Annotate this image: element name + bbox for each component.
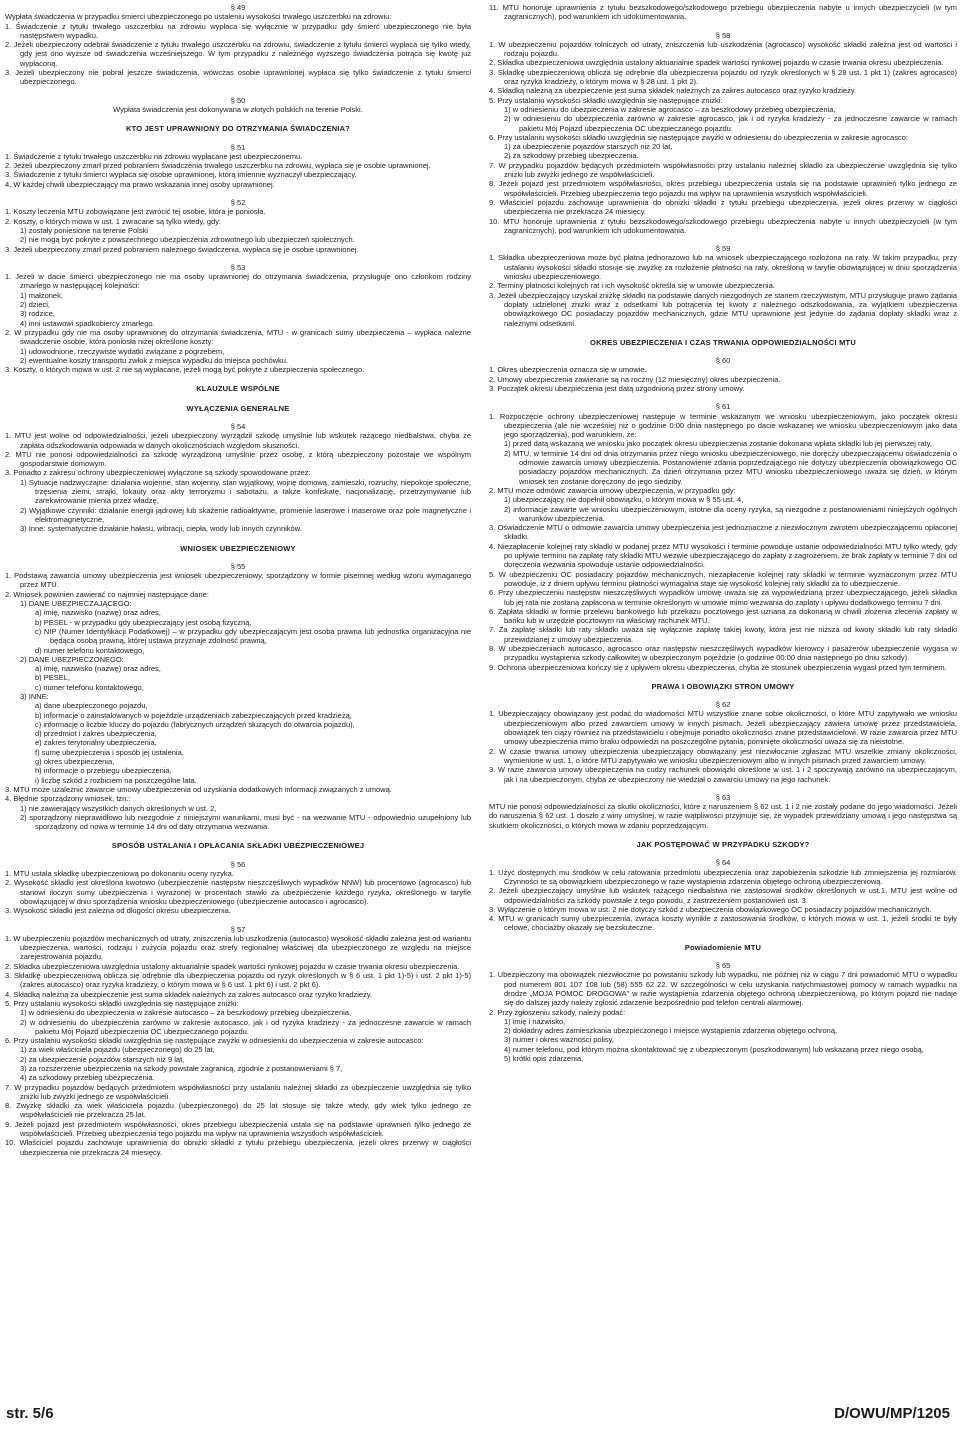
- section-heading: WNIOSEK UBEZPIECZENIOWY: [180, 543, 296, 553]
- sub-list-item: 2) w odniesieniu do ubezpieczenia zarówno w zakresie agrocasco, jak i od ryzyka kradzieży - za jednoczesne zawarcie w ramach pakietu Mój Pojazd ubezpieczenia OC ubezpieczanego pojazdu.: [504, 114, 957, 133]
- sub-list-item: 2) DANE UBEZPIECZONEGO:: [20, 654, 124, 664]
- list-item: 1. Ubezpieczający obowiązany jest podać do wiadomości MTU wszystkie znane sobie okoliczności, o które MTU zapytywało we wniosku ubezpieczeniowym albo przed zawarciem umowy w innych pismach. Jeżeli ubezpieczający zawiera umowę przez przedstawiciela, obowiązek ten ciąży również na przedstawicielu i obejmuje ponadto okoliczności znane przedstawicielowi. W razie zawarcia przez MTU umowy ubezpieczenia mimo braku odpowiedzi na poszczególne pytania, pominięte okoliczności uważa się za nieistotne.: [489, 709, 957, 747]
- paragraph: Wypłata świadczenia w przypadku śmierci ubezpieczonego po ustaleniu wysokości trwałego uszczerbku na zdrowiu:: [5, 12, 392, 22]
- sub-list-item: d) numer telefonu kontaktowego,: [35, 645, 145, 655]
- list-item: 1. Świadczenie z tytułu trwałego uszczerbku na zdrowiu wypłaca się wyłącznie w przypadku gdy śmierć ubezpieczonego nie była następstwem wypadku.: [5, 21, 471, 40]
- section-number: § 53: [230, 262, 246, 272]
- sub-list-item: c) informację o liczbie kluczy do pojazdu (fabrycznych urządzeń służących do otwarcia pojazdu),: [35, 719, 355, 729]
- sub-list-item: 3) numer i okres ważności polisy,: [504, 1035, 614, 1045]
- list-item: 9. Jeżeli pojazd jest przedmiotem współwłasności, okres przebiegu ubezpieczenia ustala się na podstawie uprawnień tylko jednego ze współwłaścicieli. Przebieg ubezpieczenia tego pojazdu ma wpływ na uprawnienia wszystkich współwłaścicieli.: [5, 1119, 471, 1139]
- sub-list-item: c) numer telefonu kontaktowego,: [35, 682, 144, 692]
- section-heading: WYŁĄCZENIA GENERALNE: [186, 403, 290, 413]
- section-heading: PRAWA I OBOWIĄZKI STRON UMOWY: [651, 681, 795, 691]
- list-item: 1. Koszty leczenia MTU zobowiązane jest zwrócić tej osobie, która je poniosła.: [5, 207, 266, 217]
- sub-list-item: g) okres ubezpieczenia,: [35, 757, 115, 767]
- section-number: § 50: [230, 95, 246, 105]
- list-item: 2. Umowy ubezpieczenia zawierane są na roczny (12 miesięczny) okres ubezpieczenia.: [489, 374, 781, 384]
- sub-list-item: 1) DANE UBEZPIECZAJĄCEGO:: [20, 599, 132, 609]
- list-item: 2. Składka ubezpieczeniowa uwzględnia ustalony aktuarialnie spadek wartości rynkowej pojazdu w czasie trwania okresu ubezpieczenia.: [489, 58, 944, 68]
- sub-list-item: i) liczbę szkód z rozbiciem na poszczególne lata.: [35, 775, 197, 785]
- list-item: 2. Przy zgłoszeniu szkody, należy podać:: [489, 1007, 626, 1017]
- section-number: § 57: [230, 924, 246, 934]
- sub-list-item: 1) nie zawierający wszystkich danych określonych w ust. 2,: [20, 803, 217, 813]
- list-item: 3. W razie zawarcia umowy ubezpieczenia na cudzy rachunek obowiązki określone w ust. 1 i 2 spoczywają zarówno na ubezpieczającym, jak i na ubezpieczonym, chyba że ubezpieczony nie wiedział o zawarciu umowy na jego rachunek.: [489, 765, 957, 784]
- list-item: 3. Wyłączenie o którym mowa w ust. 2 nie dotyczy szkód z ubezpieczenia obowiązkowego OC posiadaczy pojazdów mechanicznych.: [489, 904, 932, 914]
- sub-list-item: e) zakres terytorialny ubezpieczenia,: [35, 738, 157, 748]
- list-item: 3. Koszty, o których mowa w ust. 2 nie są wypłacane, jeżeli mogą być pokryte z ubezpieczenia społecznego.: [5, 365, 365, 375]
- list-item: 4. Składką należną za ubezpieczenie jest suma składek należnych za zakres autocasco oraz ryzyko kradzieży.: [489, 86, 857, 96]
- list-item: 1. W ubezpieczeniu pojazdów mechanicznych od utraty, zniszczenia lub uszkodzenia (autocasco) wysokość składki zależna jest od wariantu ubezpieczenia, wartości, rodzaju i zużycia pojazdu oraz strefy regionalnej właściwej dla ubezpieczonego ze względu na miejsce zarejestrowania pojazdu.: [5, 933, 471, 962]
- list-item: 3. Składkę ubezpieczeniową oblicza się odrębnie dla ubezpieczenia pojazdu od ryzyk określonych w § 6 ust. 1 pkt 1)-5) i ust. 2 pkt 1)-5) (zakres autocasco) oraz ryzyka kradzieży, o którym mowa w § 6 ust. 1 pkt 6) i ust. 2 pkt 6).: [5, 971, 471, 990]
- list-item: 1. Podstawą zawarcia umowy ubezpieczenia jest wniosek ubezpieczeniowy, sporządzony w formie pisemnej według wzoru wymaganego przez MTU.: [5, 571, 471, 590]
- list-item: 4. Błędnie sporządzony wniosek, tzn.:: [5, 794, 131, 804]
- list-item: 1. MTU ustala składkę ubezpieczeniową po dokonaniu oceny ryzyka.: [5, 869, 234, 879]
- sub-list-item: c) NIP (Numer Identyfikacji Podatkowej) – w przypadku gdy ubezpieczającym jest osoba prawna lub jednostka organizacyjna nie będąca osobą prawną, której ustawa przyznaje zdolność prawną,: [35, 626, 471, 646]
- list-item: 4. Niezapłacenie kolejnej raty składki w podanej przez MTU wysokości i terminie powoduje ustanie odpowiedzialności MTU tylko wtedy, gdy po upływie terminu na zapłatę raty składki MTU wezwie ubezpieczającego do zapłaty z zagrożeniem, że brak zapłaty w terminie 7 dni od doręczenia wezwania spowoduje ustanie odpowiedzialności.: [489, 541, 957, 570]
- list-item: 3. Świadczenie z tytułu śmierci wypłaca się osobie uprawnionej, którą imiennie wyznaczył ubezpieczający.: [5, 170, 357, 180]
- list-item: 6. Przy ubezpieczeniu następstw nieszczęśliwych wypadków umowę uważa się za wypowiedzianą przez ubezpieczającego, jeżeli składka lub jej rata nie zostaną zapłacona w terminie określonym w umowie mimo wezwania do zapłaty i upływu dodatkowego terminu 7 dni.: [489, 588, 957, 607]
- sub-list-item: 1) małżonek,: [20, 290, 63, 300]
- sub-list-item: 2) nie mogą być pokryte z powszechnego ubezpieczenia zdrowotnego lub ubezpieczeń społecznych.: [20, 235, 355, 245]
- list-item: 4. W każdej chwili ubezpieczający ma prawo wskazania innej osoby uprawnionej.: [5, 179, 275, 189]
- page-number: str. 5/6: [6, 1405, 54, 1422]
- sub-list-item: 1) w odniesieniu do ubezpieczenia w zakresie agrocasco – za beszkodowy przebieg ubezpieczenia,: [504, 104, 836, 114]
- sub-list-item: 4) inni ustawowi spadkobiercy zmarłego.: [20, 318, 155, 328]
- sub-list-item: b) PESEL,: [35, 673, 71, 683]
- list-item: 4. Składką należną za ubezpieczenie jest suma składek należnych za zakres autocasco oraz ryzyko kradzieży.: [5, 989, 373, 999]
- sub-list-item: 1) za wiek właściciela pojazdu (ubezpieczonego) do 25 lat,: [20, 1045, 215, 1055]
- list-item: 1. Okres ubezpieczenia oznacza się w umowie.: [489, 365, 647, 375]
- sub-list-item: 2) za ubezpieczenie pojazdów starszych niż 9 lat,: [20, 1054, 185, 1064]
- list-item: 3. Ponadto z zakresu ochrony ubezpieczeniowej wyłączone są szkody spowodowane przez:: [5, 468, 311, 478]
- list-item: 2. Jeżeli ubezpieczający umyślnie lub wskutek rażącego niedbalstwa nie zastosował środków określonych w ust.1, MTU jest wolne od odpowiedzialności za szkody powstałe z tego powodu, z zastrzeżeniem postanowień ust. 3.: [489, 886, 957, 905]
- list-item: 3. Składkę ubezpieczeniową oblicza się odrębnie dla ubezpieczenia pojazdu od ryzyk określonych w § 28 ust. 1 pkt 1) (zakres agrocasco) oraz ryzyka kradzieży, o którym mowa w § 28 ust. 1 pkt 2).: [489, 67, 957, 87]
- list-item: 1. Ubezpieczony ma obowiązek niezwłocznie po powstaniu szkody lub wypadku, nie później niż w ciągu 7 dni powiadomić MTU o wypadku pod numerem 801 107 108 lub (58) 555 62 22. W szczególności w celu uzyskania natychmiastowej pomocy w ramach wypadku na drodze „MOJA POMOC DROGOWA" w razie wystąpienia zdarzenia objętego ochroną ubezpieczeniową, po którym pojazd nie nadaje się do dalszej jazdy należy zgłosić zdarzenie bezpośrednio pod telefon centrali alarmowej.: [489, 970, 957, 1008]
- section-caption: Wypłata świadczenia jest dokonywana w złotych polskich na terenie Polski.: [113, 104, 363, 114]
- sub-list-item: b) informacje o zainstalowanych w pojeździe urządzeniach zabezpieczających przed kradzieżą,: [35, 710, 352, 720]
- section-number: § 60: [715, 356, 731, 366]
- sub-list-item: 3) INNE:: [20, 692, 49, 701]
- list-item: 1. W ubezpieczeniu pojazdów rolniczych od utraty, zniszczenia lub uszkodzenia (agrocasco) wysokość składki zależna jest od wartości i rodzaju pojazdu.: [489, 39, 957, 59]
- list-item: 3. MTU może uzależnić zawarcie umowy ubezpieczenia od uzyskania dodatkowych informacji związanych z umową.: [5, 784, 392, 794]
- list-item: 1. MTU jest wolne od odpowiedzialności, jeżeli ubezpieczony wyrządził szkodę umyślnie lub wskutek rażącego niedbalstwa, chyba że zapłata odszkodowania odpowiada w danych okolicznościach względom słuszności.: [5, 431, 471, 450]
- sub-list-item: a) dane ubezpieczonego pojazdu,: [35, 701, 148, 711]
- sub-list-item: 3) Inne: systematyczne działanie hałasu, wibracji, ciepła, wody lub innych czynników.: [20, 524, 302, 534]
- list-item: 7. W przypadku pojazdów będących przedmiotem współwłasności przy ustalaniu należnej składki za ubezpieczenie uwzględnia się tylko zniżki lub zwyżki jednego ze współwłaścicieli.: [489, 160, 957, 180]
- list-item: 2. Wysokość składki jest określona kwotowo (ubezpieczenie następstw nieszczęśliwych wypadków NNW) lub procentowo (agrocasco) lub stanowi iloczyn sumy ubezpieczenia i wyrażonej w procentach stawki za ubezpieczenie każdego ryzyka, określonego w taryfie obowiązującej w dniu sporządzenia wniosku ubezpieczeniowego (ubezpieczenie autocasco i agrocasco).: [5, 878, 471, 906]
- sub-list-item: 3) rodzice,: [20, 309, 56, 319]
- list-item: 2. Koszty, o których mowa w ust. 1 zwracane są tylko wtedy, gdy:: [5, 216, 222, 226]
- sub-list-item: a) imię, nazwisko (nazwę) oraz adres,: [35, 608, 161, 618]
- sub-list-item: 1) w odniesieniu do ubezpieczenia w zakresie autocasco – za beszkodowy przebieg ubezpieczenia,: [20, 1008, 352, 1018]
- list-item: 2. MTU nie ponosi odpowiedzialności za szkodę wyrządzoną umyślnie przez osobę, z którą ubezpieczony pozostaje we wspólnym gospodarstwie domowym.: [5, 449, 471, 469]
- sub-list-item: 1) imię i nazwisko,: [504, 1016, 566, 1026]
- section-number: § 65: [715, 961, 731, 971]
- section-number: § 52: [230, 198, 246, 208]
- section-number: § 61: [715, 402, 731, 412]
- sub-list-item: 2) ewentualne koszty transportu zwłok z miejsca wypadku do miejsca pochówku.: [20, 355, 289, 365]
- section-number: § 51: [230, 142, 246, 152]
- list-item: 3. Jeżeli ubezpieczony zmarł przed pobraniem należnego świadczenia, wypłaca się je osobie uprawnionej.: [5, 244, 359, 254]
- sub-list-item: 1) Sytuacje nadzwyczajne: działania wojenne, stan wojenny, stan wyjątkowy, wojnę domową, zamieszki, rozruchy, niepokoje społeczne, trzęsienia ziemi, strajki, lokauty oraz akty terroryzmu i sabotażu, a także konfiskatę, nacjonalizację, przetrzymywanie lub zarekwirowanie mienia przez władzę,: [20, 477, 471, 506]
- list-item: 10. MTU honoruje uprawnienia z tytułu bezszkodowego/szkodowego przebiegu ubezpieczenia nabyte u innych ubezpieczycieli (w tym zagranicznych), pod warunkiem ich udokumentowania.: [489, 216, 957, 235]
- list-item: 3. Jeżeli ubezpieczający uzyskał zniżkę składki na podstawie danych niezgodnych ze stanem rzeczywistym, MTU przysługuje prawo żądania dopłaty udzielonej zniżki wraz z odsetkami lub potrącenia tej kwoty z należnego odszkodowania, za wyjątkiem ubezpieczenia obowiązkowego OC posiadaczy pojazdów mechanicznych, gdzie MTU uprawnione jest jedynie do żądania dopłaty składki wraz z należnymi odsetkami.: [489, 290, 957, 328]
- list-item: 6. Przy ustalaniu wysokości składki uwzględnia się następujące zwyżki w odniesieniu do ubezpieczenia w zakresie autocasco:: [5, 1036, 424, 1046]
- sub-list-item: 2) informacje zawarte we wniosku ubezpieczeniowym, istotne dla oceny ryzyka, są niezgodne z postanowieniami niniejszych ogólnych warunków ubezpieczenia.: [504, 504, 957, 523]
- list-item: 2. Wniosek powinien zawierać co najmniej następujące dane:: [5, 589, 209, 599]
- list-item: 2. W przypadku gdy nie ma osoby uprawnionej do otrzymania świadczenia, MTU - w granicach sumy ubezpieczenia – wypłaca należne świadczenie osobie, która poniosła niżej określone koszty:: [5, 327, 471, 347]
- list-item: 7. Za zapłatę składki lub raty składki uważa się wyłącznie zapłatę takiej kwoty, która jest nie niższa od kwoty składki lub raty składki przewidzianej z umowy ubezpieczenia.: [489, 625, 957, 644]
- list-item: 2. Składka ubezpieczeniowa uwzględnia ustalony aktuarialnie spadek wartości rynkowej pojazdu w czasie trwania okresu ubezpieczenia.: [5, 961, 460, 971]
- list-item: 11. MTU honoruje uprawnienia z tytułu bezszkodowego/szkodowego przebiegu ubezpieczenia nabyte u innych ubezpieczycieli (w tym zagranicznych), pod warunkiem ich udokumentowania.: [489, 3, 957, 22]
- section-heading: KLAUZULE WSPÓLNE: [196, 384, 280, 394]
- section-number: § 58: [715, 30, 731, 40]
- list-item: 9. Ochrona ubezpieczeniowa kończy się z upływem okresu ubezpieczenia, chyba że stosunek ubezpieczenia wygasł przed tym terminem.: [489, 662, 947, 672]
- sub-list-item: d) przedmiot i zakres ubezpieczenia,: [35, 729, 157, 739]
- list-item: 5. Przy ustalaniu wysokości składki uwzględnia się następujące zniżki:: [489, 95, 723, 105]
- list-item: 1. Składka ubezpieczeniowa może być płatna jednorazowo lub na wniosek ubezpieczającego rozłożona na raty. W takim przypadku, przy ustalaniu wysokości składki stosuje się zwyżkę za rozłożenie płatności na raty, określoną w taryfie obowiązującej w dniu sporządzenia wniosku ubezpieczeniowego.: [489, 253, 957, 282]
- list-item: 3. Oświadczenie MTU o odmowie zawarcia umowy ubezpieczenia jest jednoznaczne z niezwłocznym zwrotem ubezpieczającemu opłaconej składki.: [489, 523, 957, 542]
- list-item: 1. Świadczenie z tytułu trwałego uszczerbku na zdrowiu wypłacane jest ubezpieczonemu.: [5, 151, 303, 161]
- list-item: 5. Przy ustalaniu wysokości składki uwzględnia się następujące zniżki:: [5, 998, 239, 1008]
- list-item: 2. Jeżeli ubezpieczony odebrał świadczenie z tytułu trwałego uszczerbku na zdrowiu, świadczenie z tytułu śmierci wypłaca się tylko wtedy, gdy jest ono wyższe od świadczenia wcześniejszego. W tym przypadku z należnego wyższego świadczenia potrąca się kwotę już wypłaconą.: [5, 40, 471, 68]
- section-number: § 55: [230, 561, 246, 571]
- sub-list-item: f) sumę ubezpieczenia i sposób jej ustalenia,: [35, 747, 184, 757]
- document-code: D/OWU/MP/1205: [834, 1405, 950, 1422]
- section-heading: KTO JEST UPRAWNIONY DO OTRZYMANIA ŚWIADCZENIA?: [125, 124, 351, 134]
- list-item: 2. MTU może odmówić zawarcia umowy ubezpieczenia, w przypadku gdy:: [489, 485, 736, 495]
- section-heading: JAK POSTĘPOWAĆ W PRZYPADKU SZKODY?: [636, 840, 810, 850]
- section-number: § 63: [715, 792, 731, 802]
- list-item: 3. Wysokość składki jest zależna od długości okresu ubezpieczenia.: [5, 906, 231, 916]
- section-number: § 64: [715, 858, 731, 868]
- sub-list-item: 1) udowodnione, rzeczywiste wydatki związane z pogrzebem,: [20, 346, 225, 356]
- section-heading: OKRES UBEZPIECZENIA I CZAS TRWANIA ODPOWIEDZIALNOŚCI MTU: [590, 337, 856, 347]
- sub-list-item: 2) sporządzony nieprawidłowo lub niezgodnie z niniejszymi warunkami, musi być - na wezwanie MTU - odpowiednio uzupełniony lub sporządzony od nowa w terminie 14 dni od daty otrzymania wezwania.: [20, 812, 471, 832]
- sub-list-item: 1) za ubezpieczenie pojazdów starszych niż 20 lat,: [504, 142, 673, 152]
- section-number: § 62: [715, 700, 731, 710]
- sub-list-item: b) PESEL - w przypadku gdy ubezpieczający jest osobą fizyczną,: [35, 617, 252, 627]
- list-item: 6. Przy ustalaniu wysokości składki uwzględnia się następujące zwyżki w odniesieniu do ubezpieczenia w zakresie agrocasco:: [489, 132, 908, 142]
- list-item: 2. Jeżeli ubezpieczony zmarł przed pobraniem świadczenia trwałego uszczerbku na zdrowiu, wypłaca się je osobie uprawnionej.: [5, 161, 431, 171]
- sub-list-item: 3) za rozszerzenie ubezpieczenia na szkody powstałe zagranicą, zgodnie z postanowieniami § 7,: [20, 1063, 343, 1073]
- left-column: [5, 3, 471, 1157]
- list-item: 8. W ubezpieczeniach autocasco, agrocasco oraz następstw nieszczęśliwych wypadków kierowcy i pasażerów ubezpieczenie wygasa w przypadku wystąpienia szkody całkowitej w ubezpieczonym pojeździe (o godzinie 00:00 dnia następnego po dniu szkody).: [489, 644, 957, 663]
- list-item: 9. Właściciel pojazdu zachowuje uprawnienia do obniżki składki z tytułu przebiegu ubezpieczenia, jeżeli okres przerwy w ciągłości ubezpieczenia nie przekracza 24 miesięcy.: [489, 197, 957, 217]
- sub-list-item: 5) krótki opis zdarzenia,: [504, 1053, 584, 1063]
- sub-list-item: a) imię, nazwisko (nazwę) oraz adres,: [35, 664, 161, 674]
- list-item: 2. W czasie trwania umowy ubezpieczenia ubezpieczający obowiązany jest niezwłocznie zgłaszać MTU wszelkie zmiany okoliczności, wymienione w ust. 1, o które MTU zapytywało we wniosku ubezpieczeniowym albo w innych pismach przed zawarciem umowy.: [489, 746, 957, 765]
- section-heading: Powiadomienie MTU: [684, 942, 762, 952]
- list-item: 5. W ubezpieczeniu OC posiadaczy pojazdów mechanicznych, niezapłacenie kolejnej raty składki w terminie wyznaczonym przez MTU powoduje, iż z dniem upływu terminu płatności wymagalna staje się wysokość kolejnej raty składki za to ubezpieczenie.: [489, 569, 957, 588]
- list-item: 1. Jeżeli w dacie śmierci ubezpieczonego nie ma osoby uprawnionej do otrzymania świadczenia, przysługuje ono członkom rodziny zmarłego w następującej kolejności:: [5, 272, 471, 291]
- list-item: 3. Początek okresu ubezpieczenia jest datą uzgodnioną przez strony umowy.: [489, 383, 745, 393]
- list-item: 10. Właściciel pojazdu zachowuje uprawnienia do obniżki składki z tytułu przebiegu ubezpieczenia, jeżeli okres przerwy w ciągłości ubezpieczenia nie przekracza 24 miesięcy.: [5, 1138, 471, 1157]
- list-item: 2. Terminy płatności kolejnych rat i ich wysokość określa się w umowie ubezpieczenia.: [489, 281, 775, 291]
- sub-list-item: 1) ubezpieczający nie dopełnił obowiązku, o którym mowa w § 55 ust. 4,: [504, 495, 744, 505]
- sub-list-item: 2) za szkodowy przebieg ubezpieczenia.: [504, 151, 639, 161]
- section-number: § 49: [230, 3, 246, 12]
- sub-list-item: 1) zostały poniesione na terenie Polski: [20, 225, 148, 235]
- sub-list-item: 1) przed datą wskazaną we wniosku jako początek okresu ubezpieczenia zostanie dokonana wpłata składki lub jej pierwszej raty,: [504, 439, 933, 449]
- sub-list-item: 2) MTU, w terminie 14 dni od dnia otrzymania przez niego wniosku ubezpieczeniowego, nie doręczy ubezpieczającemu oświadczenia o odmowie zawarcia umowy ubezpieczenia. Postanowienie zdania poprzedzającego nie dotyczy ubezpieczenia obowiązkowego OC posiadaczy pojazdów mechanicznych. Za dzień otrzymania przez MTU wniosku ubezpieczeniowego uważa się dzień, w którym wniosek ten zostanie doręczony do jego siedziby.: [504, 448, 957, 486]
- section-heading: SPOSÓB USTALANIA I OPŁACANIA SKŁADKI UBEZPIECZENIOWEJ: [111, 841, 365, 851]
- section-number: § 56: [230, 859, 246, 869]
- sub-list-item: 2) dzieci,: [20, 300, 51, 310]
- list-item: 8. Zwyżkę składki za wiek właściciela pojazdu (ubezpieczonego) do 25 lat stosuje się także wtedy, gdy wiek tylko jednego ze współwłaścicieli nie przekracza 25 lat.: [5, 1101, 471, 1120]
- sub-list-item: h) informacje o przebiegu ubezpieczenia,: [35, 766, 172, 776]
- list-item: 6. Zapłata składki w formie przelewu bankowego lub przekazu pocztowego jest uznana za dokonaną w chwili złożenia zlecenia zapłaty w banku lub w urzędzie pocztowym na właściwy rachunek MTU.: [489, 606, 957, 626]
- list-item: 1. Rozpoczęcie ochrony ubezpieczeniowej następuje w terminie wskazanym we wniosku ubezpieczeniowym, jako początek okresu ubezpieczenia (ale nie wcześniej niż o godzinie 0:00 dnia następnego po dacie wskazanej we wniosku ubezpieczeniowym jako data jego sporządzenia), pod warunkiem, że:: [489, 411, 957, 440]
- sub-list-item: 2) w odniesieniu do ubezpieczenia zarówno w zakresie autocasco, jak i od ryzyka kradzieży - za jednoczesne zawarcie w ramach pakietu Mój Pojazd ubezpieczenia OC ubezpieczanego pojazdu.: [20, 1017, 471, 1036]
- section-number: § 59: [715, 244, 731, 254]
- sub-list-item: 2) dokładny adres zamieszkania ubezpieczonego i miejsce wystąpienia zdarzenia objętego ochroną,: [504, 1026, 838, 1036]
- list-item: 8. Jeżeli pojazd jest przedmiotem współwłasności, okres przebiegu ubezpieczenia ustala się na podstawie uprawnień tylko jednego ze współwłaścicieli. Przebieg ubezpieczenia tego pojazdu ma wpływ na uprawnienia wszystkich współwłaścicieli.: [489, 179, 957, 198]
- list-item: 7. W przypadku pojazdów będących przedmiotem współwłasności przy ustalaniu należnej składki za ubezpieczenie uwzględnia się tylko zniżki lub zwyżki jednego ze współwłaścicieli.: [5, 1082, 471, 1101]
- right-column: [489, 3, 957, 1063]
- sub-list-item: 4) za szkodowy przebieg ubezpieczenia.: [20, 1073, 155, 1083]
- sub-list-item: 2) Wyjątkowe czynniki: działanie energii jądrowej lub skażenie radioaktywne, promienie laserowe i maserowe oraz pole magnetyczne i elektromagnetyczne,: [20, 505, 471, 524]
- list-item: 1. Użyć dostępnych mu środków w celu ratowania przedmiotu ubezpieczenia oraz zapobieżenia szkodzie lub zmniejszenia jej rozmiarów. Czynności te są obowiązkiem ubezpieczonego w razie wystąpienia zdarzenia objętego ochroną ubezpieczeniową.: [489, 867, 957, 886]
- sub-list-item: 4) numer telefonu, pod którym można skontaktować się z ubezpieczonym (poszkodowanym) lub wskazaną przez niego osobą,: [504, 1044, 924, 1054]
- paragraph: MTU nie ponosi odpowiedzialności za skutki okoliczności, które z naruszeniem § 62 ust. 1 i 2 nie zostały podane do jego wiadomości. Jeżeli do naruszenia § 62 ust. 1 doszło z winy umyślnej, w razie wątpliwości przyjmuje się, że wypadek przewidziany umową i jego następstwa są skutkiem okoliczności, o których mowa w zdaniu poprzedzającym.: [489, 802, 957, 830]
- section-number: § 54: [230, 421, 246, 431]
- list-item: 3. Jeżeli ubezpieczony nie pobrał jeszcze świadczenia, wówczas osobie uprawnionej wypłaca się tylko świadczenie z tytułu śmierci ubezpieczonego.: [5, 68, 471, 87]
- list-item: 4. MTU w granicach sumy ubezpieczenia, zwraca koszty wynikłe z zastosowania środków, o których mowa w ust. 1, jeżeli środki te były celowe, chociażby okazały się bezskuteczne.: [489, 914, 957, 933]
